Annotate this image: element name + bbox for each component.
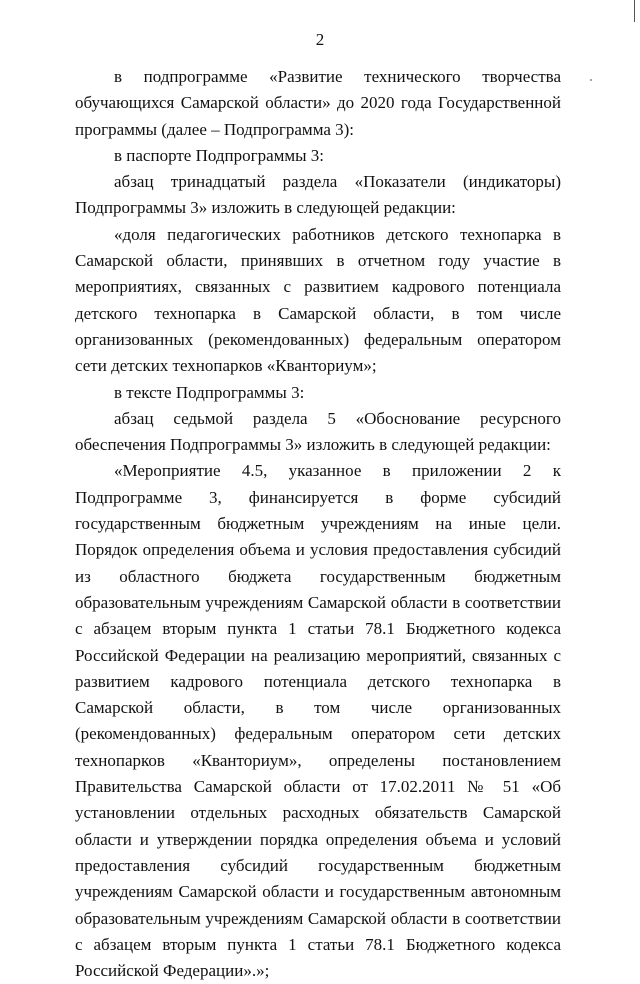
paragraph-indicators-amendment: абзац тринадцатый раздела «Показатели (индикаторы) Подпрограммы 3» изложить в следующей редакции:: [75, 172, 561, 218]
paragraph-section5-amendment: абзац седьмой раздела 5 «Обоснование ресурсного обеспечения Подпрограммы 3» изложить в следующей редакции:: [75, 408, 561, 455]
paragraph-indicator-text: «доля педагогических работников детского технопарка в Самарской области, принявших в отчетном году участие в мероприятиях, связанных с развитием кадрового потенциала детского технопарка в Самарской области, в том числе организованных (рекомендованных) федеральным оператором сети детских технопарков «Кванториум»;: [75, 224, 561, 376]
paragraph-text-heading: в тексте Подпрограммы 3:: [114, 382, 305, 402]
document-body: [75, 64, 561, 984]
paragraph-passport-heading: в паспорте Подпрограммы 3:: [114, 145, 325, 165]
scan-speck: [590, 79, 592, 81]
scan-edge-mark: [634, 0, 635, 22]
page-number: 2: [315, 30, 325, 49]
paragraph-measure-text: «Мероприятие 4.5, указанное в приложении 2 к Подпрограмме 3, финансируется в форме субсидий государственным бюджетным учреждениям на иные цели. Порядок определения объема и условия предоставления субсидий из областного бюджета государственным бюджетным образовательным учреждениям Самарской области в соответствии с абзацем вторым пункта 1 статьи 78.1 Бюджетного кодекса Российской Федерации на реализацию мероприятий, связанных с развитием кадрового потенциала детского технопарка в Самарской области, в том числе организованных (рекомендованных) федеральным оператором сети детских технопарков «Кванториум», определены постановлением Правительства Самарской области от 17.02.2011 № 51 «Об установлении отдельных расходных обязательств Самарской области и утверждении порядка определения объема и условий предоставления субсидий государственным бюджетным учреждениям Самарской области и государственным автономным образовательным учреждениям Самарской области в соответствии с абзацем вторым пункта 1 статьи 78.1 Бюджетного кодекса Российской Федерации».»;: [75, 461, 561, 981]
paragraph-subprogram-intro: в подпрограмме «Развитие технического творчества обучающихся Самарской области» до 2020 года Государственной программы (далее – Подпрограмма 3):: [75, 67, 561, 139]
